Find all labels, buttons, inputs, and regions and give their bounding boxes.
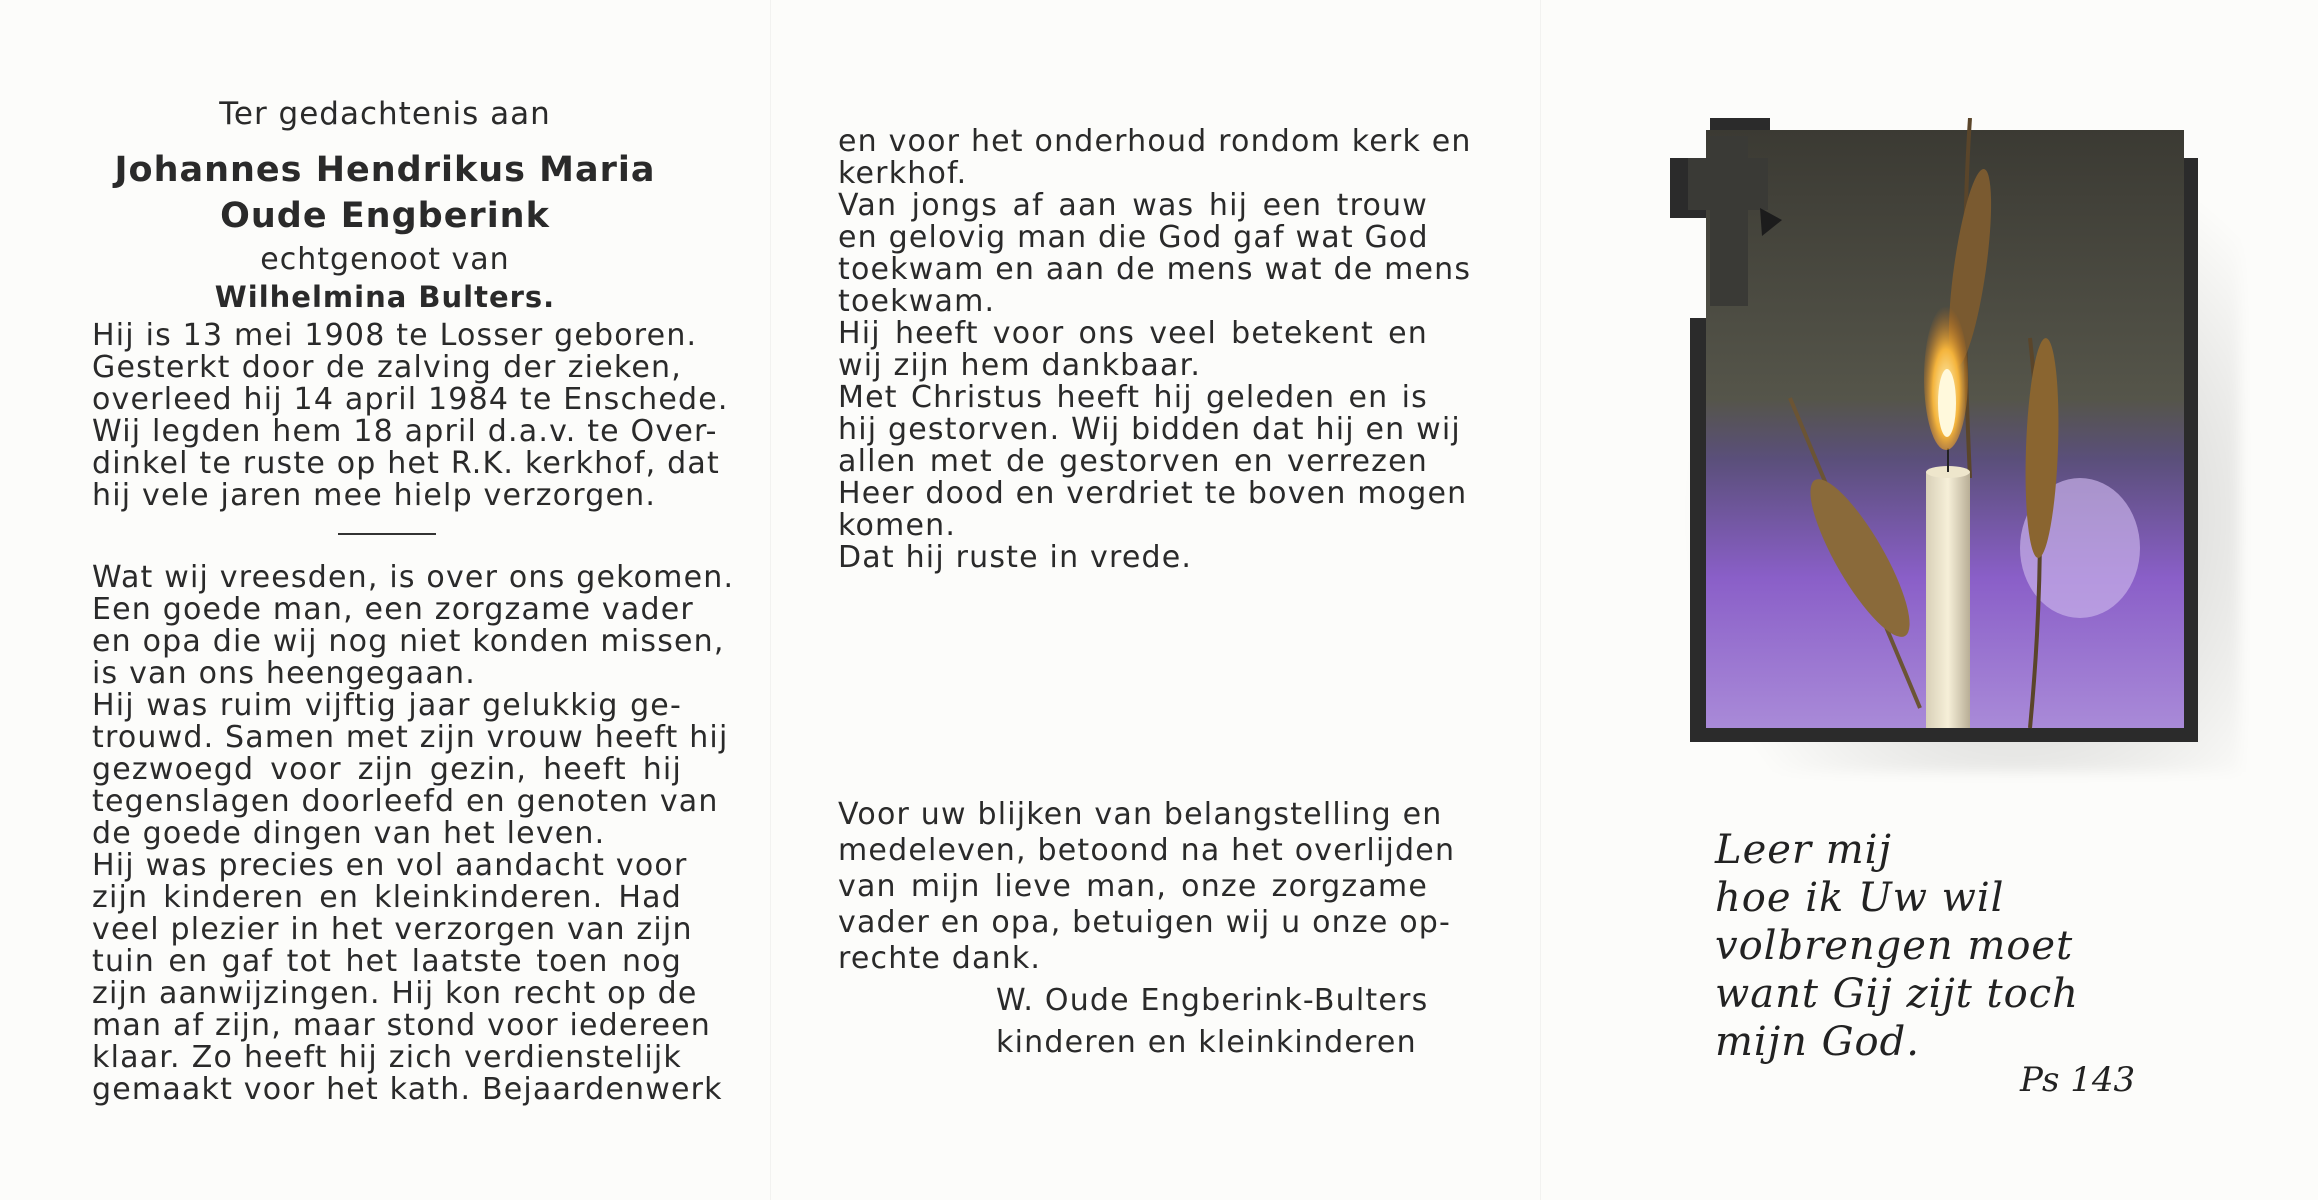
text-line: dinkel te ruste op het R.K. kerkhof, dat bbox=[92, 446, 720, 481]
verse-line: volbrengen moet bbox=[1715, 923, 2074, 969]
text-line: kerkhof. bbox=[838, 156, 968, 191]
text-line: komen. bbox=[838, 508, 957, 543]
text-line: en voor het onderhoud rondom kerk en bbox=[838, 124, 1472, 159]
deceased-name-line2: Oude Engberink bbox=[220, 196, 550, 236]
text-line: Hij was ruim vijftig jaar gelukkig ge- bbox=[92, 688, 682, 723]
text-line: de goede dingen van het leven. bbox=[92, 816, 606, 851]
text-line: toekwam. bbox=[838, 284, 996, 319]
text-line: Wat wij vreesden, is over ons gekomen. bbox=[92, 560, 735, 595]
verse-line: mijn God. bbox=[1715, 1019, 1920, 1065]
text-line: Voor uw blijken van belangstelling en bbox=[838, 797, 1443, 832]
text-line: Hij is 13 mei 1908 te Losser geboren. bbox=[92, 318, 698, 353]
text-line: overleed hij 14 april 1984 te Enschede. bbox=[92, 382, 729, 417]
text-line: medeleven, betoond na het overlijden bbox=[838, 833, 1456, 868]
tribute-paragraph bbox=[92, 560, 735, 1107]
text-line: allen met de gestorven en verrezen bbox=[838, 444, 1428, 479]
text-line: Hij was precies en vol aandacht voor bbox=[92, 848, 688, 883]
text-line: tegenslagen doorleefd en genoten van bbox=[92, 784, 719, 819]
text-line: Hij heeft voor ons veel betekent en bbox=[838, 316, 1428, 351]
candle-wheat-image bbox=[1670, 118, 2198, 742]
verse-line: Leer mij bbox=[1715, 827, 1892, 873]
text-line: vader en opa, betuigen wij u onze op- bbox=[838, 905, 1452, 940]
text-line: hij gestorven. Wij bidden dat hij en wij bbox=[838, 412, 1461, 447]
psalm-reference: Ps 143 bbox=[2020, 1060, 2136, 1100]
text-line: Een goede man, een zorgzame vader bbox=[92, 592, 694, 627]
text-line: gezwoegd voor zijn gezin, heeft hij bbox=[92, 752, 682, 787]
text-line: trouwd. Samen met zijn vrouw heeft hij bbox=[92, 720, 729, 755]
text-line: Van jongs af aan was hij een trouw bbox=[838, 188, 1428, 223]
deceased-name-line1: Johannes Hendrikus Maria bbox=[114, 150, 656, 190]
middle-panel bbox=[770, 0, 1540, 1200]
verse-line: hoe ik Uw wil bbox=[1715, 875, 2005, 921]
text-line: van mijn lieve man, onze zorgzame bbox=[838, 869, 1428, 904]
thanks-paragraph bbox=[838, 797, 1456, 977]
text-line: zijn kinderen en kleinkinderen. Had bbox=[92, 880, 682, 915]
continued-paragraph bbox=[838, 124, 1472, 575]
text-line: gemaakt voor het kath. Bejaardenwerk bbox=[92, 1072, 723, 1107]
text-line: Gesterkt door de zalving der zieken, bbox=[92, 350, 682, 385]
psalm-verse bbox=[1715, 826, 2135, 1066]
biography-paragraph bbox=[92, 318, 729, 513]
spouse-name: Wilhelmina Bulters. bbox=[214, 280, 556, 314]
intro-text: Ter gedachtenis aan bbox=[219, 96, 551, 132]
signature-family: kinderen en kleinkinderen bbox=[996, 1025, 1417, 1060]
text-line: Met Christus heeft hij geleden en is bbox=[838, 380, 1428, 415]
text-line: tuin en gaf tot het laatste toen nog bbox=[92, 944, 682, 979]
text-line: man af zijn, maar stond voor iedereen bbox=[92, 1008, 711, 1043]
text-line: wij zijn hem dankbaar. bbox=[838, 348, 1202, 383]
candle-photo bbox=[1670, 118, 2198, 742]
text-line: Dat hij ruste in vrede. bbox=[838, 540, 1193, 575]
text-line: rechte dank. bbox=[838, 941, 1042, 976]
divider-line bbox=[338, 533, 436, 535]
text-line: zijn aanwijzingen. Hij kon recht op de bbox=[92, 976, 698, 1011]
text-line: Wij legden hem 18 april d.a.v. te Over- bbox=[92, 414, 718, 449]
text-line: toekwam en aan de mens wat de mens bbox=[838, 252, 1472, 287]
verse-line: want Gij zijt toch bbox=[1715, 971, 2079, 1017]
spouse-label: echtgenoot van bbox=[260, 242, 510, 277]
text-line: Heer dood en verdriet te boven mogen bbox=[838, 476, 1468, 511]
text-line: en gelovig man die God gaf wat God bbox=[838, 220, 1429, 255]
left-panel bbox=[0, 0, 770, 1200]
text-line: hij vele jaren mee hielp verzorgen. bbox=[92, 478, 657, 513]
text-line: klaar. Zo heeft hij zich verdienstelijk bbox=[92, 1040, 682, 1075]
text-line: en opa die wij nog niet konden missen, bbox=[92, 624, 725, 659]
signature-name: W. Oude Engberink-Bulters bbox=[996, 983, 1429, 1018]
text-line: is van ons heengegaan. bbox=[92, 656, 476, 691]
text-line: veel plezier in het verzorgen van zijn bbox=[92, 912, 693, 947]
